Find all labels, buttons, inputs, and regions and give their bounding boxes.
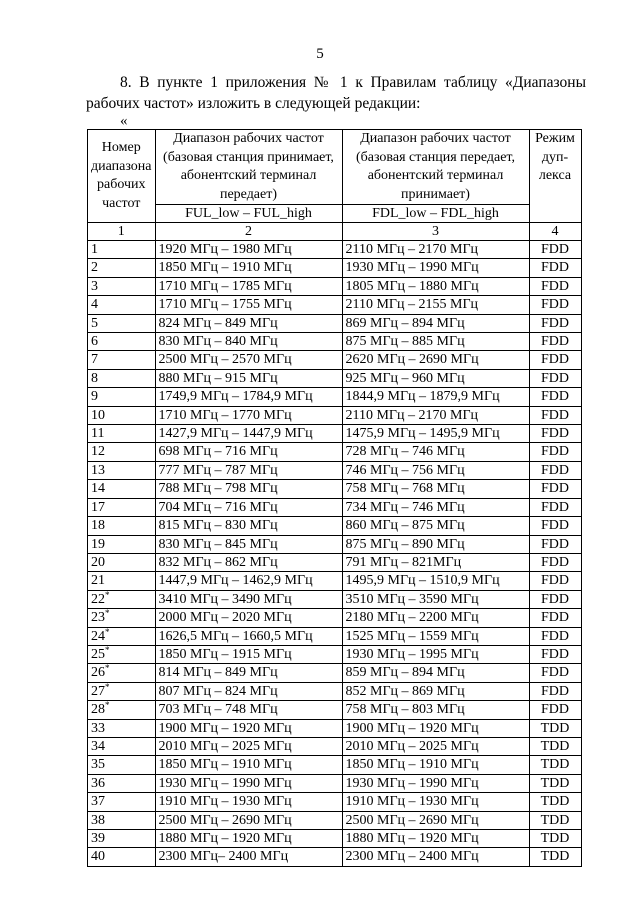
duplex-mode-cell: TDD <box>529 830 581 848</box>
duplex-mode-cell: FDD <box>529 314 581 332</box>
band-number-cell <box>88 498 156 516</box>
band-number-cell <box>88 388 156 406</box>
band-number-cell <box>88 756 156 774</box>
table-row <box>88 259 582 277</box>
index-cell: 4 <box>529 223 581 241</box>
duplex-mode-cell: FDD <box>529 664 581 682</box>
uplink-range-cell: 1880 МГц – 1920 МГц <box>155 830 342 848</box>
uplink-range-cell: 1710 МГц – 1770 МГц <box>155 406 342 424</box>
uplink-range-cell: 1710 МГц – 1785 МГц <box>155 277 342 295</box>
duplex-mode-cell: FDD <box>529 351 581 369</box>
footnote-mark: * <box>105 700 110 711</box>
band-number: 11 <box>91 426 105 442</box>
band-number: 3 <box>91 278 98 294</box>
duplex-mode-cell: FDD <box>529 296 581 314</box>
duplex-mode-cell: FDD <box>529 517 581 535</box>
table-index-row <box>88 223 582 241</box>
uplink-range-cell: 815 МГц – 830 МГц <box>155 517 342 535</box>
uplink-range-cell: 1930 МГц – 1990 МГц <box>155 774 342 792</box>
downlink-range-cell: 875 МГц – 885 МГц <box>342 333 529 351</box>
duplex-mode-cell: FDD <box>529 388 581 406</box>
table-row <box>88 830 582 848</box>
duplex-mode-cell: FDD <box>529 627 581 645</box>
band-number: 9 <box>91 389 98 405</box>
band-number: 34 <box>91 738 105 754</box>
header-duplex-mode: Режим дуп-лекса <box>529 130 581 223</box>
downlink-range-cell: 2110 МГц – 2155 МГц <box>342 296 529 314</box>
band-number-cell <box>88 259 156 277</box>
downlink-range-cell: 860 МГц – 875 МГц <box>342 517 529 535</box>
band-number: 23 <box>91 610 105 626</box>
table-row <box>88 756 582 774</box>
uplink-range-cell: 2010 МГц – 2025 МГц <box>155 737 342 755</box>
table-row <box>88 425 582 443</box>
table-row <box>88 609 582 627</box>
band-number: 18 <box>91 518 105 534</box>
amendment-paragraph <box>86 72 586 114</box>
band-number-cell <box>88 296 156 314</box>
downlink-range-cell: 2110 МГц – 2170 МГц <box>342 241 529 259</box>
index-cell: 3 <box>342 223 529 241</box>
band-number-cell <box>88 774 156 792</box>
band-number: 8 <box>91 370 98 386</box>
band-number: 38 <box>91 812 105 828</box>
uplink-range-cell: 1850 МГц – 1910 МГц <box>155 259 342 277</box>
header-band-number: Номер диапазона рабочих частот <box>88 130 156 223</box>
footnote-mark: * <box>105 644 110 655</box>
band-number-cell <box>88 443 156 461</box>
band-number-cell <box>88 241 156 259</box>
table-row <box>88 848 582 866</box>
downlink-range-cell: 758 МГц – 768 МГц <box>342 480 529 498</box>
downlink-range-cell: 1930 МГц – 1990 МГц <box>342 259 529 277</box>
duplex-mode-cell: FDD <box>529 406 581 424</box>
band-number-cell <box>88 701 156 719</box>
downlink-range-cell: 746 МГц – 756 МГц <box>342 461 529 479</box>
downlink-range-cell: 1475,9 МГц – 1495,9 МГц <box>342 425 529 443</box>
band-number-cell <box>88 314 156 332</box>
uplink-range-cell: 1710 МГц – 1755 МГц <box>155 296 342 314</box>
uplink-range-cell: 2000 МГц – 2020 МГц <box>155 609 342 627</box>
table-row <box>88 590 582 608</box>
band-number-cell <box>88 553 156 571</box>
band-number-cell <box>88 333 156 351</box>
footnote-mark: * <box>105 589 110 600</box>
downlink-range-cell: 1525 МГц – 1559 МГц <box>342 627 529 645</box>
uplink-range-cell: 814 МГц – 849 МГц <box>155 664 342 682</box>
header-downlink-sub: FDL_low – FDL_high <box>342 205 529 223</box>
header-uplink-sub: FUL_low – FUL_high <box>155 205 342 223</box>
band-number: 28 <box>91 702 105 718</box>
band-number-cell <box>88 590 156 608</box>
footnote-mark: * <box>105 608 110 619</box>
band-number-cell <box>88 517 156 535</box>
band-number: 6 <box>91 334 98 350</box>
band-number-cell <box>88 682 156 700</box>
downlink-range-cell: 1850 МГц – 1910 МГц <box>342 756 529 774</box>
uplink-range-cell: 788 МГц – 798 МГц <box>155 480 342 498</box>
table-row <box>88 461 582 479</box>
duplex-mode-cell: TDD <box>529 737 581 755</box>
table-row <box>88 719 582 737</box>
table-row <box>88 443 582 461</box>
band-number-cell <box>88 719 156 737</box>
band-number: 2 <box>91 260 98 276</box>
band-number-cell <box>88 572 156 590</box>
table-row <box>88 737 582 755</box>
downlink-range-cell: 2010 МГц – 2025 МГц <box>342 737 529 755</box>
uplink-range-cell: 807 МГц – 824 МГц <box>155 682 342 700</box>
table-row <box>88 517 582 535</box>
table-row <box>88 793 582 811</box>
downlink-range-cell: 728 МГц – 746 МГц <box>342 443 529 461</box>
band-number-cell <box>88 535 156 553</box>
table-row <box>88 498 582 516</box>
downlink-range-cell: 1805 МГц – 1880 МГц <box>342 277 529 295</box>
band-number: 37 <box>91 794 105 810</box>
page-number: 5 <box>316 46 324 62</box>
downlink-range-cell: 1495,9 МГц – 1510,9 МГц <box>342 572 529 590</box>
band-number: 39 <box>91 831 105 846</box>
downlink-range-cell: 1880 МГц – 1920 МГц <box>342 830 529 848</box>
downlink-range-cell: 3510 МГц – 3590 МГц <box>342 590 529 608</box>
uplink-range-cell: 1900 МГц – 1920 МГц <box>155 719 342 737</box>
band-number: 7 <box>91 352 98 368</box>
table-row <box>88 351 582 369</box>
table-row <box>88 406 582 424</box>
table-row <box>88 627 582 645</box>
downlink-range-cell: 1930 МГц – 1990 МГц <box>342 774 529 792</box>
band-number: 1 <box>91 242 98 257</box>
duplex-mode-cell: FDD <box>529 333 581 351</box>
band-number: 27 <box>91 683 105 699</box>
header-uplink-range: Диапазон рабочих частот (базовая станция принимает, абонентский терминал передает) <box>155 130 342 205</box>
table-row <box>88 535 582 553</box>
table-row <box>88 241 582 259</box>
table-subheader-row <box>88 205 582 223</box>
band-number-cell <box>88 627 156 645</box>
band-number-cell <box>88 461 156 479</box>
band-number: 35 <box>91 757 105 773</box>
footnote-mark: * <box>105 681 110 692</box>
uplink-range-cell: 698 МГц – 716 МГц <box>155 443 342 461</box>
band-number: 22 <box>91 591 105 607</box>
band-number-cell <box>88 351 156 369</box>
uplink-range-cell: 1447,9 МГц – 1462,9 МГц <box>155 572 342 590</box>
uplink-range-cell: 703 МГц – 748 МГц <box>155 701 342 719</box>
band-number-cell <box>88 664 156 682</box>
duplex-mode-cell: FDD <box>529 425 581 443</box>
downlink-range-cell: 2180 МГц – 2200 МГц <box>342 609 529 627</box>
band-number-cell <box>88 406 156 424</box>
downlink-range-cell: 2110 МГц – 2170 МГц <box>342 406 529 424</box>
downlink-range-cell: 1900 МГц – 1920 МГц <box>342 719 529 737</box>
uplink-range-cell: 832 МГц – 862 МГц <box>155 553 342 571</box>
band-number-cell <box>88 811 156 829</box>
uplink-range-cell: 830 МГц – 845 МГц <box>155 535 342 553</box>
band-number: 40 <box>91 849 105 865</box>
band-number: 10 <box>91 407 105 423</box>
downlink-range-cell: 1930 МГц – 1995 МГц <box>342 645 529 663</box>
band-number-cell <box>88 793 156 811</box>
downlink-range-cell: 758 МГц – 803 МГц <box>342 701 529 719</box>
header-downlink-range: Диапазон рабочих частот (базовая станция передает, абонентский терминал принимает) <box>342 130 529 205</box>
duplex-mode-cell: TDD <box>529 774 581 792</box>
duplex-mode-cell: FDD <box>529 480 581 498</box>
table-row <box>88 333 582 351</box>
table-header-row <box>88 130 582 205</box>
table-row <box>88 553 582 571</box>
downlink-range-cell: 875 МГц – 890 МГц <box>342 535 529 553</box>
duplex-mode-cell: FDD <box>529 535 581 553</box>
duplex-mode-cell: FDD <box>529 701 581 719</box>
duplex-mode-cell: TDD <box>529 848 581 866</box>
downlink-range-cell: 2300 МГц – 2400 МГц <box>342 848 529 866</box>
table-row <box>88 277 582 295</box>
uplink-range-cell: 1427,9 МГц – 1447,9 МГц <box>155 425 342 443</box>
duplex-mode-cell: TDD <box>529 756 581 774</box>
band-number: 5 <box>91 315 98 331</box>
uplink-range-cell: 880 МГц – 915 МГц <box>155 369 342 387</box>
duplex-mode-cell: FDD <box>529 572 581 590</box>
frequency-bands-table <box>87 129 582 867</box>
duplex-mode-cell: FDD <box>529 590 581 608</box>
band-number-cell <box>88 609 156 627</box>
band-number-cell <box>88 277 156 295</box>
downlink-range-cell: 859 МГц – 894 МГц <box>342 664 529 682</box>
uplink-range-cell: 1910 МГц – 1930 МГц <box>155 793 342 811</box>
band-number-cell <box>88 830 156 848</box>
band-number-cell <box>88 369 156 387</box>
table-row <box>88 388 582 406</box>
band-number: 36 <box>91 775 105 791</box>
duplex-mode-cell: FDD <box>529 259 581 277</box>
duplex-mode-cell: TDD <box>529 811 581 829</box>
uplink-range-cell: 2300 МГц– 2400 МГц <box>155 848 342 866</box>
band-number-cell <box>88 480 156 498</box>
uplink-range-cell: 824 МГц – 849 МГц <box>155 314 342 332</box>
band-number: 24 <box>91 628 105 644</box>
duplex-mode-cell: FDD <box>529 241 581 259</box>
downlink-range-cell: 2500 МГц – 2690 МГц <box>342 811 529 829</box>
band-number: 17 <box>91 499 105 515</box>
paragraph-line-1: 8. В пункте 1 приложения № 1 к Правилам таблицу «Диапазоны <box>120 74 586 91</box>
duplex-mode-cell: FDD <box>529 369 581 387</box>
downlink-range-cell: 1910 МГц – 1930 МГц <box>342 793 529 811</box>
index-cell: 1 <box>88 223 156 241</box>
duplex-mode-cell: FDD <box>529 645 581 663</box>
duplex-mode-cell: FDD <box>529 443 581 461</box>
band-number: 33 <box>91 720 105 736</box>
table-row <box>88 369 582 387</box>
band-number: 12 <box>91 444 105 460</box>
paragraph-line-2: рабочих частот» изложить в следующей редакции: <box>86 95 421 112</box>
opening-quote: « <box>120 113 128 129</box>
duplex-mode-cell: FDD <box>529 553 581 571</box>
duplex-mode-cell: FDD <box>529 461 581 479</box>
band-number: 25 <box>91 646 105 662</box>
downlink-range-cell: 852 МГц – 869 МГц <box>342 682 529 700</box>
table-row <box>88 314 582 332</box>
uplink-range-cell: 1850 МГц – 1910 МГц <box>155 756 342 774</box>
table-row <box>88 701 582 719</box>
duplex-mode-cell: FDD <box>529 682 581 700</box>
band-number: 26 <box>91 665 105 681</box>
band-number-cell <box>88 848 156 866</box>
downlink-range-cell: 2620 МГц – 2690 МГц <box>342 351 529 369</box>
footnote-mark: * <box>105 663 110 674</box>
uplink-range-cell: 704 МГц – 716 МГц <box>155 498 342 516</box>
downlink-range-cell: 925 МГц – 960 МГц <box>342 369 529 387</box>
band-number: 13 <box>91 462 105 478</box>
downlink-range-cell: 734 МГц – 746 МГц <box>342 498 529 516</box>
uplink-range-cell: 1749,9 МГц – 1784,9 МГц <box>155 388 342 406</box>
duplex-mode-cell: TDD <box>529 793 581 811</box>
table-row <box>88 664 582 682</box>
uplink-range-cell: 2500 МГц – 2690 МГц <box>155 811 342 829</box>
duplex-mode-cell: TDD <box>529 719 581 737</box>
table-row <box>88 296 582 314</box>
band-number: 19 <box>91 536 105 552</box>
table-row <box>88 645 582 663</box>
duplex-mode-cell: FDD <box>529 609 581 627</box>
table-row <box>88 811 582 829</box>
band-number-cell <box>88 645 156 663</box>
band-number: 4 <box>91 297 98 313</box>
downlink-range-cell: 869 МГц – 894 МГц <box>342 314 529 332</box>
band-number-cell <box>88 737 156 755</box>
downlink-range-cell: 791 МГц – 821МГц <box>342 553 529 571</box>
duplex-mode-cell: FDD <box>529 277 581 295</box>
duplex-mode-cell: FDD <box>529 498 581 516</box>
table-row <box>88 774 582 792</box>
uplink-range-cell: 1920 МГц – 1980 МГц <box>155 241 342 259</box>
footnote-mark: * <box>105 626 110 637</box>
band-number: 20 <box>91 554 105 570</box>
index-cell: 2 <box>155 223 342 241</box>
table-row <box>88 682 582 700</box>
uplink-range-cell: 777 МГц – 787 МГц <box>155 461 342 479</box>
table-row <box>88 572 582 590</box>
uplink-range-cell: 1626,5 МГц – 1660,5 МГц <box>155 627 342 645</box>
uplink-range-cell: 830 МГц – 840 МГц <box>155 333 342 351</box>
uplink-range-cell: 2500 МГц – 2570 МГц <box>155 351 342 369</box>
uplink-range-cell: 1850 МГц – 1915 МГц <box>155 645 342 663</box>
band-number: 14 <box>91 481 105 497</box>
downlink-range-cell: 1844,9 МГц – 1879,9 МГц <box>342 388 529 406</box>
uplink-range-cell: 3410 МГц – 3490 МГц <box>155 590 342 608</box>
band-number: 21 <box>91 573 105 589</box>
band-number-cell <box>88 425 156 443</box>
table-row <box>88 480 582 498</box>
